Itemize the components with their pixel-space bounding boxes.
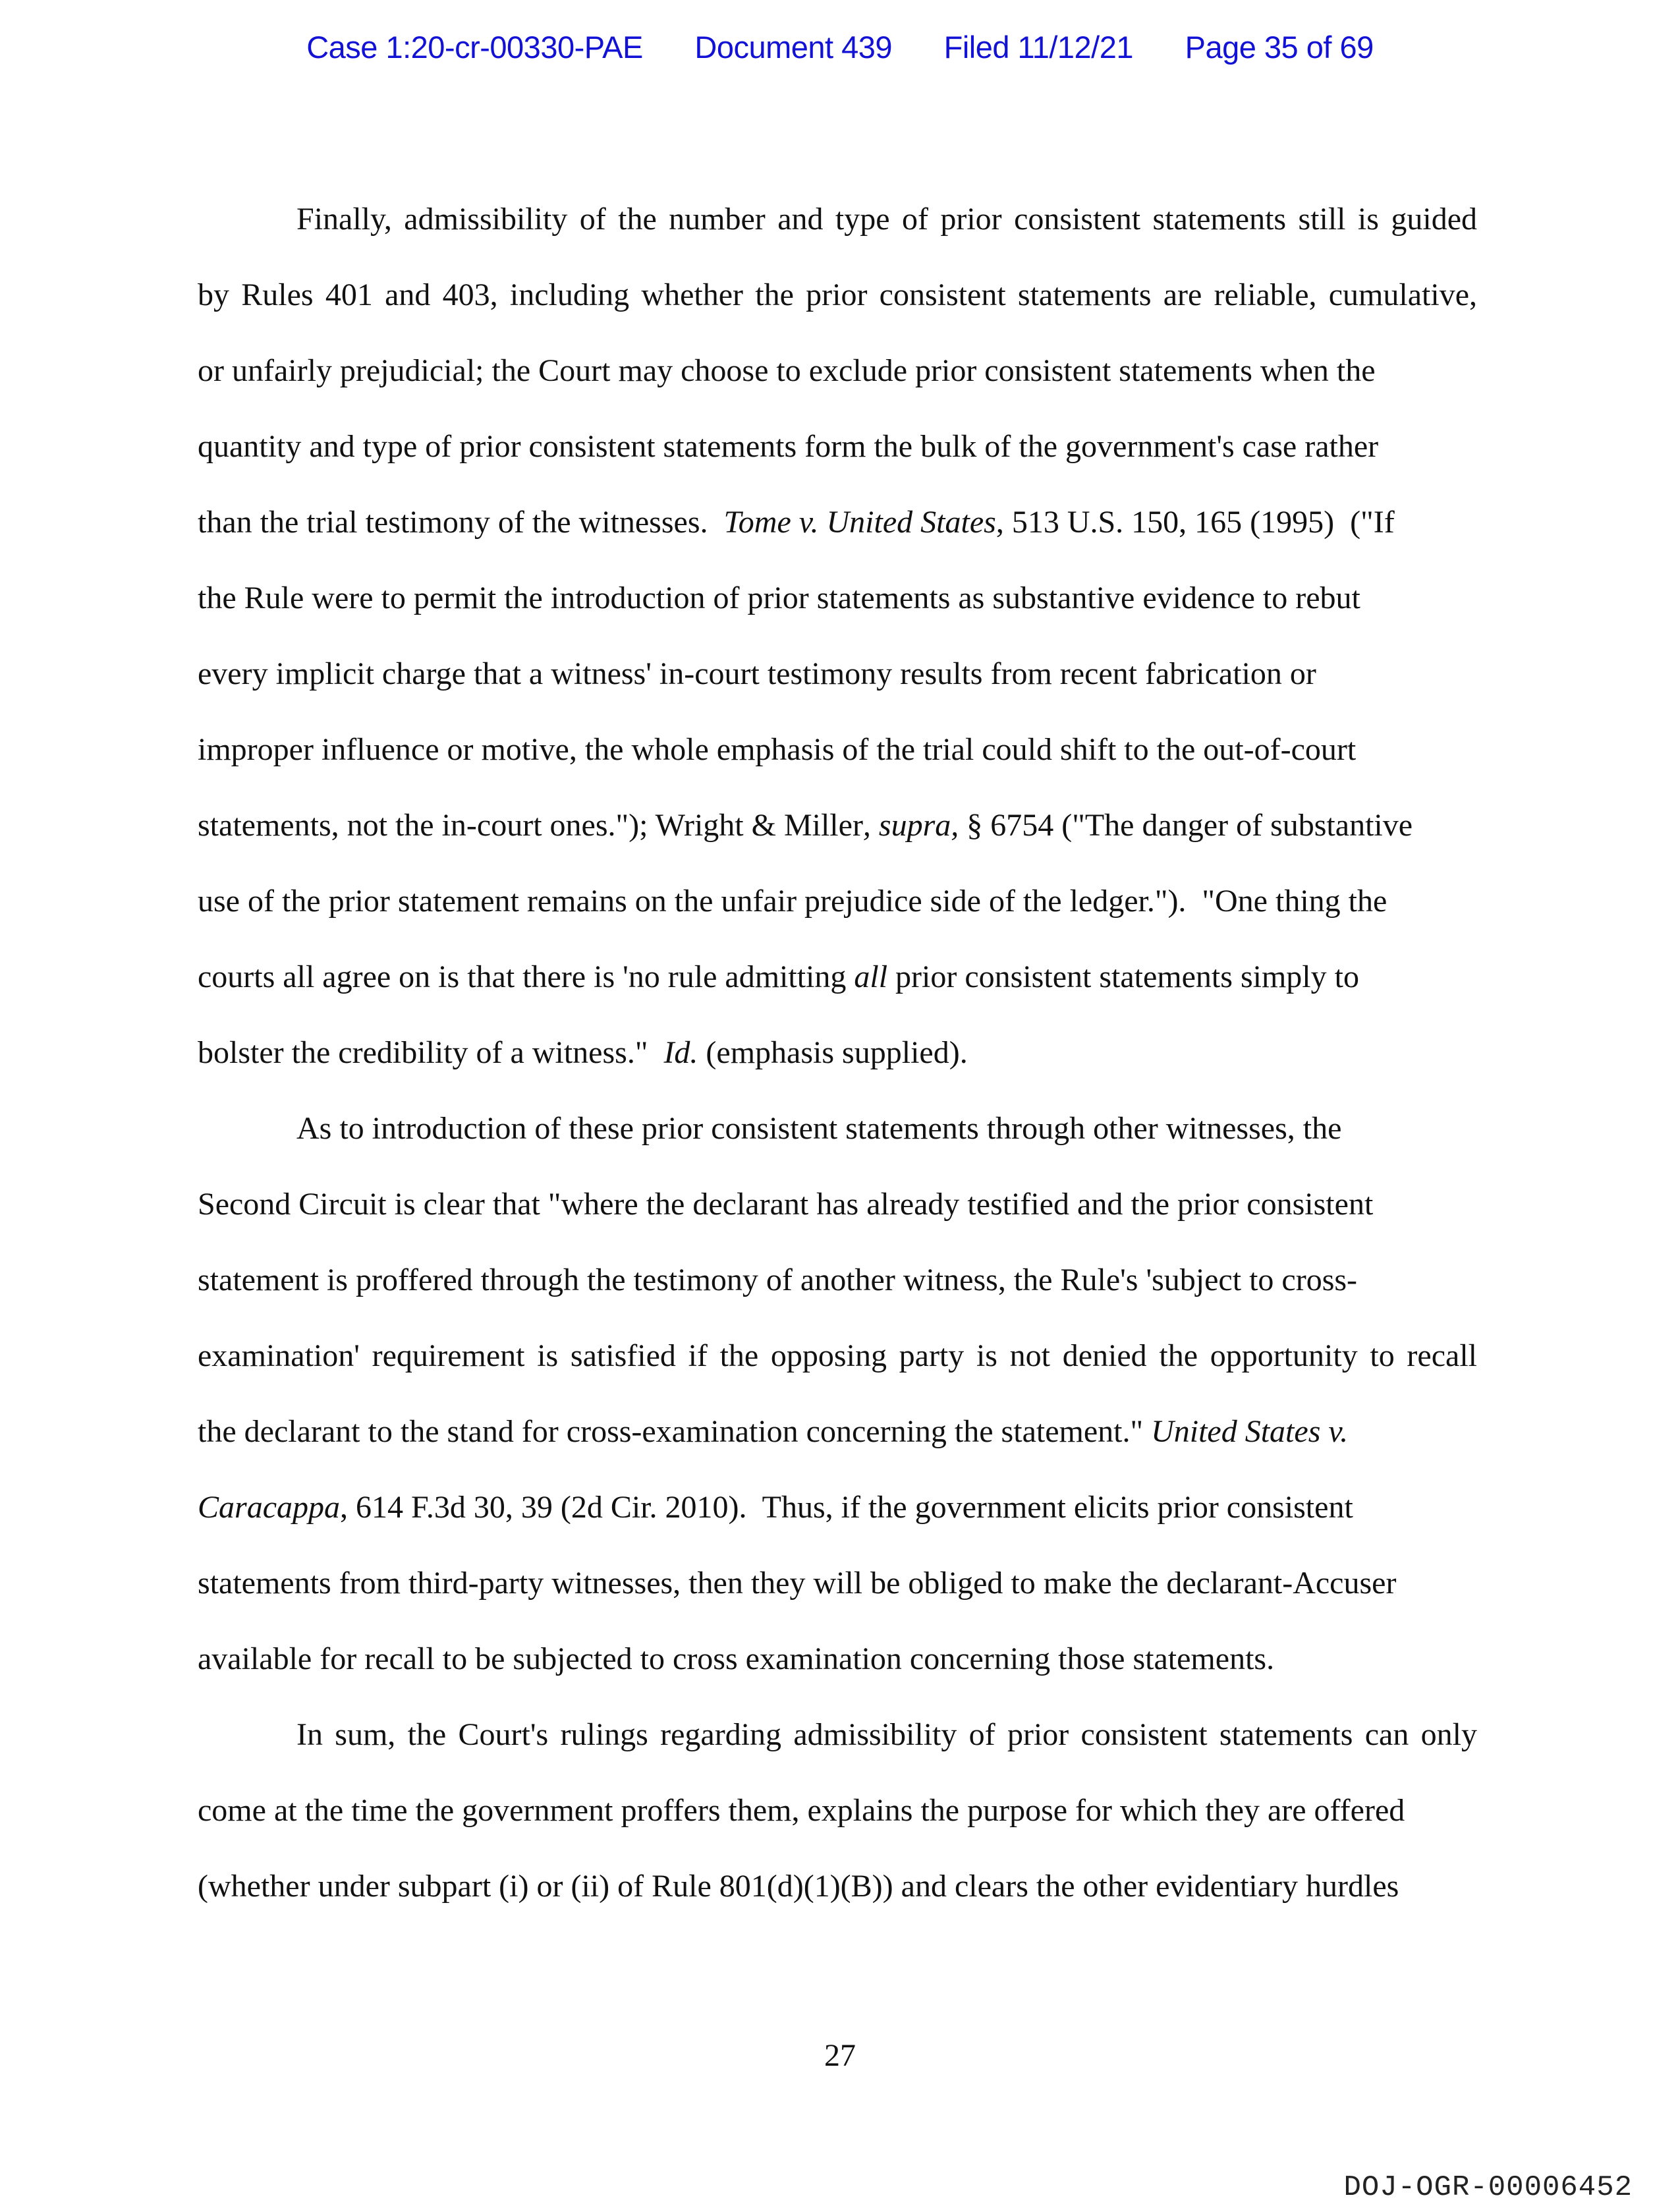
text-line: As to introduction of these prior consistent statements through other witnesses, the [296, 1111, 1342, 1146]
text-line: statement is proffered through the testimony of another witness, the Rule's 'subject to cross- [198, 1262, 1358, 1297]
text-line: improper influence or motive, the whole emphasis of the trial could shift to the out-of-court [198, 732, 1357, 767]
document-number: Document 439 [694, 30, 893, 65]
text-line: Caracappa, 614 F.3d 30, 39 (2d Cir. 2010). Thus, if the government elicits prior consistent [198, 1490, 1353, 1525]
text-line: the Rule were to permit the introduction of prior statements as substantive evidence to rebut [198, 581, 1360, 615]
text-line: use of the prior statement remains on the unfair prejudice side of the ledger."). "One thing the [198, 884, 1387, 919]
text-line: examination' requirement is satisfied if the opposing party is not denied the opportunity to recall [198, 1338, 1477, 1373]
text-line: In sum, the Court's rulings regarding admissibility of prior consistent statements can only [296, 1717, 1477, 1752]
text-line: (whether under subpart (i) or (ii) of Rule 801(d)(1)(B)) and clears the other evidentiary hurdles [198, 1869, 1399, 1904]
page-number: 27 [824, 2038, 856, 2073]
text-line: bolster the credibility of a witness." Id. (emphasis supplied). [198, 1035, 968, 1070]
text-line: available for recall to be subjected to cross examination concerning those statements. [198, 1641, 1275, 1676]
text-line: statements from third-party witnesses, then they will be obliged to make the declarant-Accuser [198, 1566, 1397, 1601]
ecf-header [0, 29, 1680, 65]
case-citation: Tome v. United States [723, 505, 996, 540]
emphasis: all [854, 959, 888, 994]
text-line: by Rules 401 and 403, including whether the prior consistent statements are reliable, cumulative, [198, 277, 1477, 312]
case-number: Case 1:20-cr-00330-PAE [306, 30, 643, 65]
text-line: than the trial testimony of the witnesses. Tome v. United States, 513 U.S. 150, 165 (1995) ("If [198, 505, 1395, 540]
text-line: or unfairly prejudicial; the Court may choose to exclude prior consistent statements when the [198, 353, 1376, 388]
text-line: the declarant to the stand for cross-examination concerning the statement." United States v. [198, 1414, 1349, 1449]
bates-number: DOJ-OGR-00006452 [1343, 2171, 1633, 2204]
text-line: come at the time the government proffers them, explains the purpose for which they are offered [198, 1793, 1405, 1828]
text-line: statements, not the in-court ones."); Wright & Miller, supra, § 6754 ("The danger of substantive [198, 808, 1413, 843]
supra-citation: , supra, [862, 808, 959, 843]
text-line: Finally, admissibility of the number and type of prior consistent statements still is guided [296, 202, 1477, 237]
text-line: every implicit charge that a witness' in-court testimony results from recent fabrication or [198, 656, 1316, 691]
filed-date: Filed 11/12/21 [943, 30, 1134, 65]
page-count: Page 35 of 69 [1185, 30, 1374, 65]
case-citation: Caracappa [198, 1490, 340, 1525]
text-line: courts all agree on is that there is 'no rule admitting all prior consistent statements simply to [198, 959, 1359, 994]
text-line: quantity and type of prior consistent statements form the bulk of the government's case rather [198, 429, 1379, 464]
document-body [198, 196, 1477, 1939]
id-citation: Id. [663, 1035, 698, 1070]
text-line: Second Circuit is clear that "where the declarant has already testified and the prior consistent [198, 1187, 1374, 1222]
case-citation: United States v. [1151, 1414, 1349, 1449]
